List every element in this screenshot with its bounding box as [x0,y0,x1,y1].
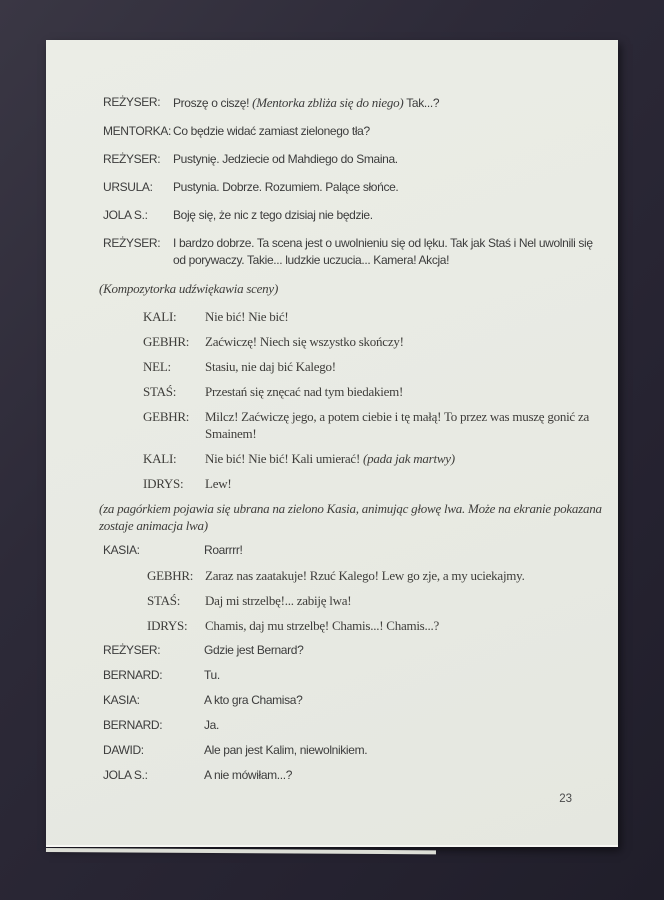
dialogue-line [103,717,608,734]
stage-direction [99,500,608,534]
dialogue-text [173,207,608,224]
speaker-name: KALI: [143,309,177,324]
dialogue-line [143,408,608,442]
plain-text: Tak...? [403,96,440,110]
speaker-name: IDRYS: [143,476,184,491]
plain-text: A nie mówiłam...? [204,768,293,782]
dialogue-text [205,475,608,492]
speaker-name: REŻYSER: [103,236,161,250]
dialogue-text [205,592,608,609]
dialogue-text [205,408,608,442]
stage-text [99,281,278,296]
stage-text [99,501,602,533]
dialogue-text [204,542,608,559]
dialogue-text [205,383,608,400]
plain-text: Boję się, że nic z tego dzisiaj nie będzie. [173,208,373,222]
plain-text: Ja. [204,718,219,732]
speaker-name: KASIA: [103,543,140,557]
speaker-name: STAŚ: [147,593,181,608]
italic-annotation: (za pagórkiem pojawia się ubrana na zielono Kasia, animując głowę lwa. Może na ekranie pokazana zostaje animacja lwa) [99,501,602,533]
plain-text: Chamis, daj mu strzelbę! Chamis...! Chamis...? [205,618,440,633]
speaker-name: STAŚ: [143,384,177,399]
speaker-name: BERNARD: [103,718,163,732]
speaker-name: REŻYSER: [103,643,161,657]
dialogue-text [173,179,608,196]
dialogue-line [103,179,608,196]
plain-text: Ale pan jest Kalim, niewolnikiem. [204,743,368,757]
speaker-name: URSULA: [103,180,153,194]
plain-text: Roarrrr! [204,543,243,557]
dialogue-text [204,717,608,734]
dialogue-text [173,94,608,112]
speaker-name: BERNARD: [103,668,163,682]
dialogue-line [103,642,608,659]
speaker-name: REŻYSER: [103,95,161,109]
dialogue-line [143,383,608,400]
speaker-name: JOLA S.: [103,768,148,782]
dialogue-text [205,450,608,467]
plain-text: A kto gra Chamisa? [204,693,303,707]
page-number: 23 [559,793,572,805]
speaker-name: IDRYS: [147,618,188,633]
plain-text: I bardzo dobrze. Ta scena jest o uwolnieniu się od lęku. Tak jak Staś i Nel uwolnili się od porywaczy. Takie... ludzkie uczucia... Kamera! Akcja! [173,236,593,267]
dialogue-line [103,692,608,709]
speaker-name: NEL: [143,359,171,374]
speaker-name: REŻYSER: [103,152,161,166]
plain-text: Gdzie jest Bernard? [204,643,304,657]
dialogue-text [205,617,608,634]
plain-text: Pustynię. Jedziecie od Mahdiego do Smaina. [173,152,398,166]
plain-text: Co będzie widać zamiast zielonego tła? [173,124,370,138]
speaker-name: KALI: [143,451,177,466]
dialogue-line [103,235,608,269]
plain-text: Daj mi strzelbę!... zabiję lwa! [205,593,352,608]
plain-text: Zaćwiczę! Niech się wszystko skończy! [205,334,404,349]
speaker-name: JOLA S.: [103,208,148,222]
dialogue-text [173,151,608,168]
dialogue-line [143,475,608,492]
dialogue-line [103,207,608,224]
dialogue-line [143,358,608,375]
dialogue-line [143,450,608,467]
speaker-name: DAWID: [103,743,144,757]
dialogue-text [205,333,608,350]
italic-annotation: (Mentorka zbliża się do niego) [252,95,404,110]
plain-text: Nie bić! Nie bić! [205,309,289,324]
italic-annotation: (pada jak martwy) [363,451,455,466]
dialogue-line [147,592,608,609]
dialogue-line [147,617,608,634]
dialogue-line [103,667,608,684]
dialogue-text [173,123,608,140]
plain-text: Proszę o ciszę! [173,96,253,110]
dialogue-line [103,151,608,168]
dialogue-line [103,123,608,140]
italic-annotation: (Kompozytorka udźwiękawia sceny) [99,281,279,296]
dialogue-text [204,667,608,684]
speaker-name: KASIA: [103,693,140,707]
underlying-page-edge [46,848,436,854]
dialogue-text [204,642,608,659]
dialogue-text [173,235,608,269]
dialogue-text [205,358,608,375]
dialogue-text [204,692,608,709]
speaker-name: GEBHR: [143,334,190,349]
dialogue-line [143,308,608,325]
dialogue-line [103,767,608,784]
dialogue-text [204,767,608,784]
dialogue-line [147,567,608,584]
speaker-name: GEBHR: [143,409,190,424]
dialogue-text [205,567,608,584]
speaker-name: MENTORKA: [103,124,171,138]
plain-text: Lew! [205,476,232,491]
document-page [46,40,618,847]
plain-text: Zaraz nas zaatakuje! Rzuć Kalego! Lew go zje, a my uciekajmy. [205,568,525,583]
stage-direction [99,280,608,297]
dialogue-line [103,94,608,112]
script-lines [46,40,618,792]
dialogue-text [205,308,608,325]
speaker-name: GEBHR: [147,568,194,583]
dialogue-line [143,333,608,350]
plain-text: Pustynia. Dobrze. Rozumiem. Palące słońce. [173,180,399,194]
plain-text: Nie bić! Nie bić! Kali umierać! [205,451,364,466]
dialogue-line [103,542,608,559]
dialogue-line [103,742,608,759]
plain-text: Stasiu, nie daj bić Kalego! [205,359,336,374]
dialogue-text [204,742,608,759]
plain-text: Milcz! Zaćwiczę jego, a potem ciebie i tę małą! To przez was muszę gonić za Smainem! [205,409,589,441]
plain-text: Przestań się znęcać nad tym biedakiem! [205,384,404,399]
plain-text: Tu. [204,668,220,682]
